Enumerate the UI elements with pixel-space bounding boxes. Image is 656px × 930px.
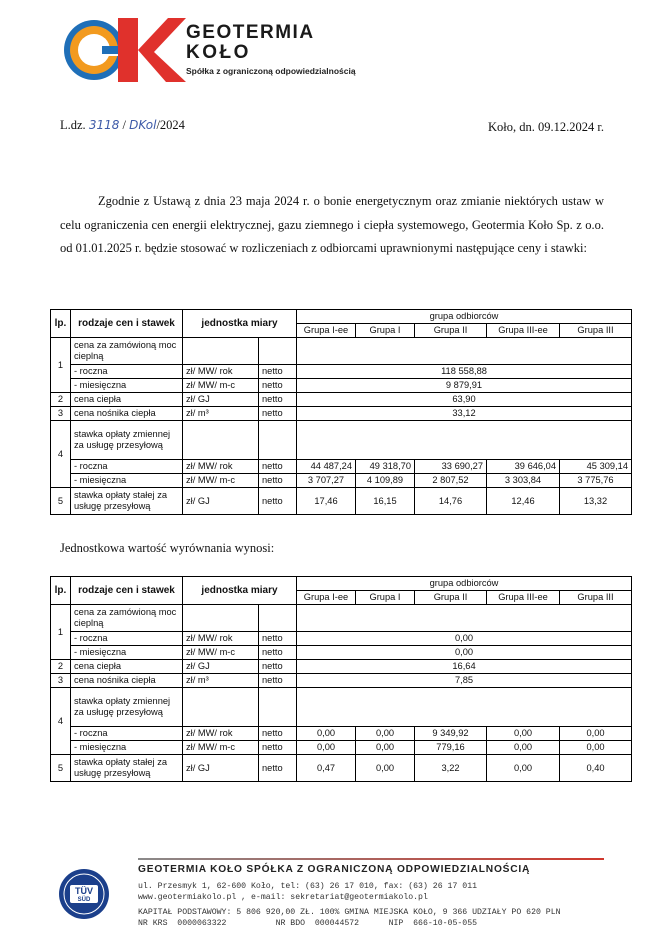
header-lp: lp. (51, 577, 71, 605)
value-cell: 0,00 (297, 741, 356, 755)
value-cell: 16,64 (297, 660, 632, 674)
row-sublabel: - miesięczna (71, 474, 183, 488)
netto: netto (259, 646, 297, 660)
netto: netto (259, 674, 297, 688)
value-cell: 2 807,52 (415, 474, 487, 488)
row-label: cena za zamówioną moc cieplną (71, 338, 183, 365)
netto: netto (259, 365, 297, 379)
unit: zł/ MW/ m-c (183, 474, 259, 488)
reference-number: L.dz. 3118 / DKol/2024 (60, 118, 185, 132)
value-cell: 3 707,27 (297, 474, 356, 488)
unit: zł/ MW/ m-c (183, 379, 259, 393)
value-cell: 17,46 (297, 488, 356, 515)
netto: netto (259, 474, 297, 488)
group-header: Grupa III-ee (487, 591, 560, 605)
footer-divider (138, 858, 604, 860)
row-number: 5 (51, 488, 71, 515)
tuv-sub-label: SÜD (77, 897, 91, 903)
netto: netto (259, 727, 297, 741)
footer-registry (138, 908, 561, 929)
row-sublabel: - roczna (71, 365, 183, 379)
group-header: Grupa I-ee (297, 324, 356, 338)
intro-paragraph: Zgodnie z Ustawą z dnia 23 maja 2024 r. o bonie energetycznym oraz zmianie niektórych ustaw w celu ograniczenia cen energii elektrycznej, gazu ziemnego i ciepła systemowego, Geotermia Koło Sp. z o.o. od 01.01.2025 r. będzie stosować w rozliczeniach z odbiorcami uprawnionymi następujące ceny i stawki: (60, 194, 604, 255)
footer-web: www.geotermiakolo.pl , e-mail: sekretariat@geotermiakolo.pl (138, 892, 428, 902)
group-header: Grupa I-ee (297, 591, 356, 605)
unit: zł/ MW/ rok (183, 632, 259, 646)
row-number: 5 (51, 755, 71, 782)
row-number: 4 (51, 421, 71, 488)
value-cell: 0,00 (297, 727, 356, 741)
row-number: 3 (51, 407, 71, 421)
value-cell: 0,00 (487, 741, 560, 755)
unit: zł/ GJ (183, 488, 259, 515)
netto: netto (259, 755, 297, 782)
row-label: stawka opłaty stałej za usługę przesyłową (71, 488, 183, 515)
value-cell: 0,00 (560, 727, 632, 741)
value-cell: 0,00 (356, 755, 415, 782)
row-sublabel: - miesięczna (71, 646, 183, 660)
netto: netto (259, 379, 297, 393)
value-cell: 3 775,76 (560, 474, 632, 488)
row-sublabel: - miesięczna (71, 741, 183, 755)
value-cell: 63,90 (297, 393, 632, 407)
unit: zł/ m³ (183, 407, 259, 421)
row-sublabel: - roczna (71, 460, 183, 474)
row-number: 1 (51, 605, 71, 660)
netto: netto (259, 632, 297, 646)
tuv-label: TÜV (75, 886, 93, 896)
row-sublabel: - roczna (71, 727, 183, 741)
header-jednostka: jednostka miary (183, 577, 297, 605)
handwritten-dept: DKol (129, 118, 157, 132)
row-number: 1 (51, 338, 71, 393)
value-cell: 3 303,84 (487, 474, 560, 488)
value-cell: 0,47 (297, 755, 356, 782)
company-name-line2: KOŁO (186, 42, 251, 63)
header-jednostka: jednostka miary (183, 310, 297, 338)
row-label: cena nośnika ciepła (71, 407, 183, 421)
group-header: Grupa I (356, 591, 415, 605)
unit: zł/ MW/ rok (183, 460, 259, 474)
row-label: stawka opłaty zmiennej za usługę przesyłową (71, 421, 183, 460)
row-number: 4 (51, 688, 71, 755)
unit: zł/ MW/ rok (183, 727, 259, 741)
row-sublabel: - miesięczna (71, 379, 183, 393)
row-number: 3 (51, 674, 71, 688)
value-cell: 118 558,88 (297, 365, 632, 379)
value-cell: 3,22 (415, 755, 487, 782)
handwritten-number: 3118 (88, 118, 120, 132)
row-label: cena nośnika ciepła (71, 674, 183, 688)
group-header: Grupa II (415, 324, 487, 338)
value-cell: 12,46 (487, 488, 560, 515)
company-name-line1: GEOTERMIA (186, 22, 315, 43)
footer-address: ul. Przesmyk 1, 62-600 Koło, tel: (63) 26 17 010, fax: (63) 26 17 011 (138, 882, 478, 891)
value-cell: 0,40 (560, 755, 632, 782)
value-cell: 0,00 (560, 741, 632, 755)
value-cell: 0,00 (356, 741, 415, 755)
row-label: stawka opłaty zmiennej za usługę przesyłową (71, 688, 183, 727)
group-header: Grupa III (560, 591, 632, 605)
value-cell: 45 309,14 (560, 460, 632, 474)
header-lp: lp. (51, 310, 71, 338)
value-cell: 13,32 (560, 488, 632, 515)
row-sublabel: - roczna (71, 632, 183, 646)
header-grupa: grupa odbiorców (297, 577, 632, 591)
footer-company: GEOTERMIA KOŁO SPÓŁKA Z OGRANICZONĄ ODPOWIEDZIALNOŚCIĄ (138, 864, 531, 875)
unit: zł/ MW/ m-c (183, 741, 259, 755)
equalization-heading: Jednostkowa wartość wyrównania wynosi: (60, 541, 275, 555)
value-cell: 0,00 (356, 727, 415, 741)
row-label: cena ciepła (71, 393, 183, 407)
header-grupa: grupa odbiorców (297, 310, 632, 324)
value-cell: 33 690,27 (415, 460, 487, 474)
unit: zł/ MW/ rok (183, 365, 259, 379)
value-cell: 16,15 (356, 488, 415, 515)
value-cell: 39 646,04 (487, 460, 560, 474)
value-cell: 44 487,24 (297, 460, 356, 474)
value-cell: 0,00 (297, 646, 632, 660)
gk-logo-icon (58, 14, 188, 86)
equalization-table (50, 576, 632, 782)
netto: netto (259, 660, 297, 674)
netto: netto (259, 460, 297, 474)
netto: netto (259, 741, 297, 755)
value-cell: 49 318,70 (356, 460, 415, 474)
unit: zł/ MW/ m-c (183, 646, 259, 660)
footer-capital: KAPITAŁ PODSTAWOWY: 5 806 920,00 ZŁ. 100% GMINA MIEJSKA KOŁO, 9 366 UDZIAŁY PO 620 PLN (138, 908, 561, 917)
group-header: Grupa III (560, 324, 632, 338)
footer-krs: NR KRS 0000063322 NR BDO 000044572 NIP 666-10-05-055 (138, 918, 478, 928)
price-table (50, 309, 632, 515)
unit: zł/ GJ (183, 755, 259, 782)
row-label: stawka opłaty stałej za usługę przesyłową (71, 755, 183, 782)
tuv-certification-icon (58, 868, 110, 920)
row-number: 2 (51, 660, 71, 674)
group-header: Grupa I (356, 324, 415, 338)
footer-contact (138, 882, 477, 903)
netto: netto (259, 393, 297, 407)
unit: zł/ m³ (183, 674, 259, 688)
value-cell: 0,00 (487, 755, 560, 782)
document-date: Koło, dn. 09.12.2024 r. (488, 120, 604, 134)
row-label: cena za zamówioną moc cieplną (71, 605, 183, 632)
value-cell: 0,00 (487, 727, 560, 741)
group-header: Grupa III-ee (487, 324, 560, 338)
value-cell: 33,12 (297, 407, 632, 421)
header-rodzaje: rodzaje cen i stawek (71, 310, 183, 338)
value-cell: 0,00 (297, 632, 632, 646)
unit: zł/ GJ (183, 393, 259, 407)
company-subtitle: Spółka z ograniczoną odpowiedzialnością (186, 66, 356, 76)
row-label: cena ciepła (71, 660, 183, 674)
value-cell: 9 349,92 (415, 727, 487, 741)
unit: zł/ GJ (183, 660, 259, 674)
value-cell: 779,16 (415, 741, 487, 755)
group-header: Grupa II (415, 591, 487, 605)
value-cell: 7,85 (297, 674, 632, 688)
header-rodzaje: rodzaje cen i stawek (71, 577, 183, 605)
row-number: 2 (51, 393, 71, 407)
svg-text:GK: GK (59, 84, 61, 85)
value-cell: 4 109,89 (356, 474, 415, 488)
value-cell: 9 879,91 (297, 379, 632, 393)
netto: netto (259, 488, 297, 515)
netto: netto (259, 407, 297, 421)
value-cell: 14,76 (415, 488, 487, 515)
